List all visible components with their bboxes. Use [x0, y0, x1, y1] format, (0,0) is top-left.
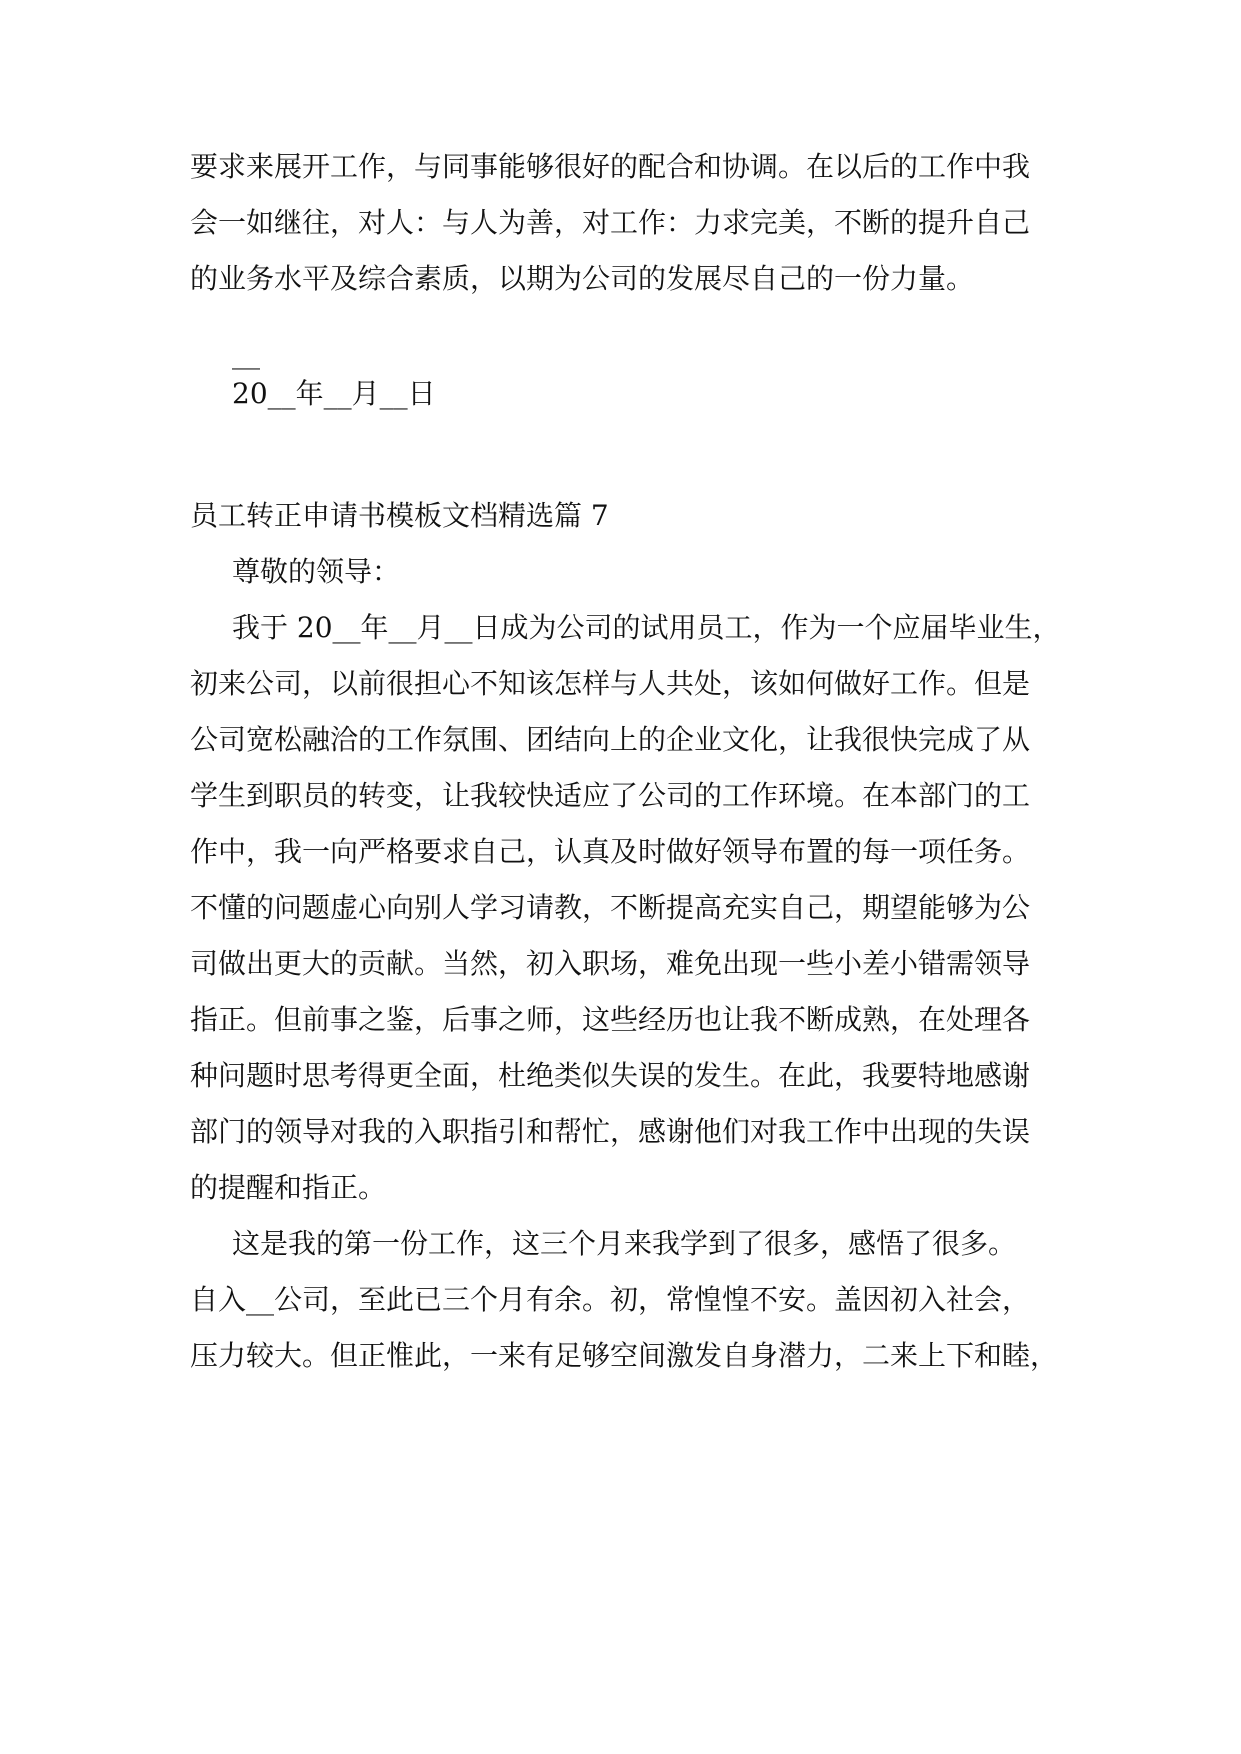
paragraph-line: 初来公司，以前很担心不知该怎样与人共处，该如何做好工作。但是 — [190, 667, 1031, 700]
paragraph-line: 作中，我一向严格要求自己，认真及时做好领导布置的每一项任务。 — [190, 835, 1031, 868]
paragraph-line: 我于 20__年__月__日成为公司的试用员工，作为一个应届毕业生， — [232, 611, 1061, 644]
paragraph-line: 学生到职员的转变，让我较快适应了公司的工作环境。在本部门的工 — [190, 779, 1031, 812]
paragraph-line: 压力较大。但正惟此，一来有足够空间激发自身潜力，二来上下和睦， — [190, 1339, 1059, 1372]
paragraph-line: 公司宽松融洽的工作氛围、团结向上的企业文化，让我很快完成了从 — [190, 723, 1031, 756]
paragraph-line: 的业务水平及综合素质，以期为公司的发展尽自己的一份力量。 — [190, 262, 975, 295]
paragraph-line: 指正。但前事之鉴，后事之师，这些经历也让我不断成熟，在处理各 — [190, 1003, 1031, 1036]
salutation: 尊敬的领导： — [232, 555, 401, 588]
date-line: 20__年__月__日 — [232, 377, 436, 410]
paragraph-line: 部门的领导对我的入职指引和帮忙，感谢他们对我工作中出现的失误 — [190, 1115, 1031, 1148]
paragraph-line: 自入__公司，至此已三个月有余。初，常惶惶不安。盖因初入社会， — [190, 1283, 1031, 1316]
paragraph-line: 的提醒和指正。 — [190, 1171, 387, 1204]
signature-blank: __ — [232, 337, 260, 370]
paragraph-line: 种问题时思考得更全面，杜绝类似失误的发生。在此，我要特地感谢 — [190, 1059, 1031, 1092]
paragraph-line: 会一如继往，对人：与人为善，对工作：力求完美，不断的提升自己 — [190, 206, 1031, 239]
paragraph-line: 司做出更大的贡献。当然，初入职场，难免出现一些小差小错需领导 — [190, 947, 1031, 980]
paragraph-line: 这是我的第一份工作，这三个月来我学到了很多，感悟了很多。 — [232, 1227, 1017, 1260]
paragraph-line: 不懂的问题虚心向别人学习请教，不断提高充实自己，期望能够为公 — [190, 891, 1031, 924]
paragraph-line: 要求来展开工作，与同事能够很好的配合和协调。在以后的工作中我 — [190, 150, 1031, 183]
section-heading: 员工转正申请书模板文档精选篇 7 — [190, 499, 609, 532]
